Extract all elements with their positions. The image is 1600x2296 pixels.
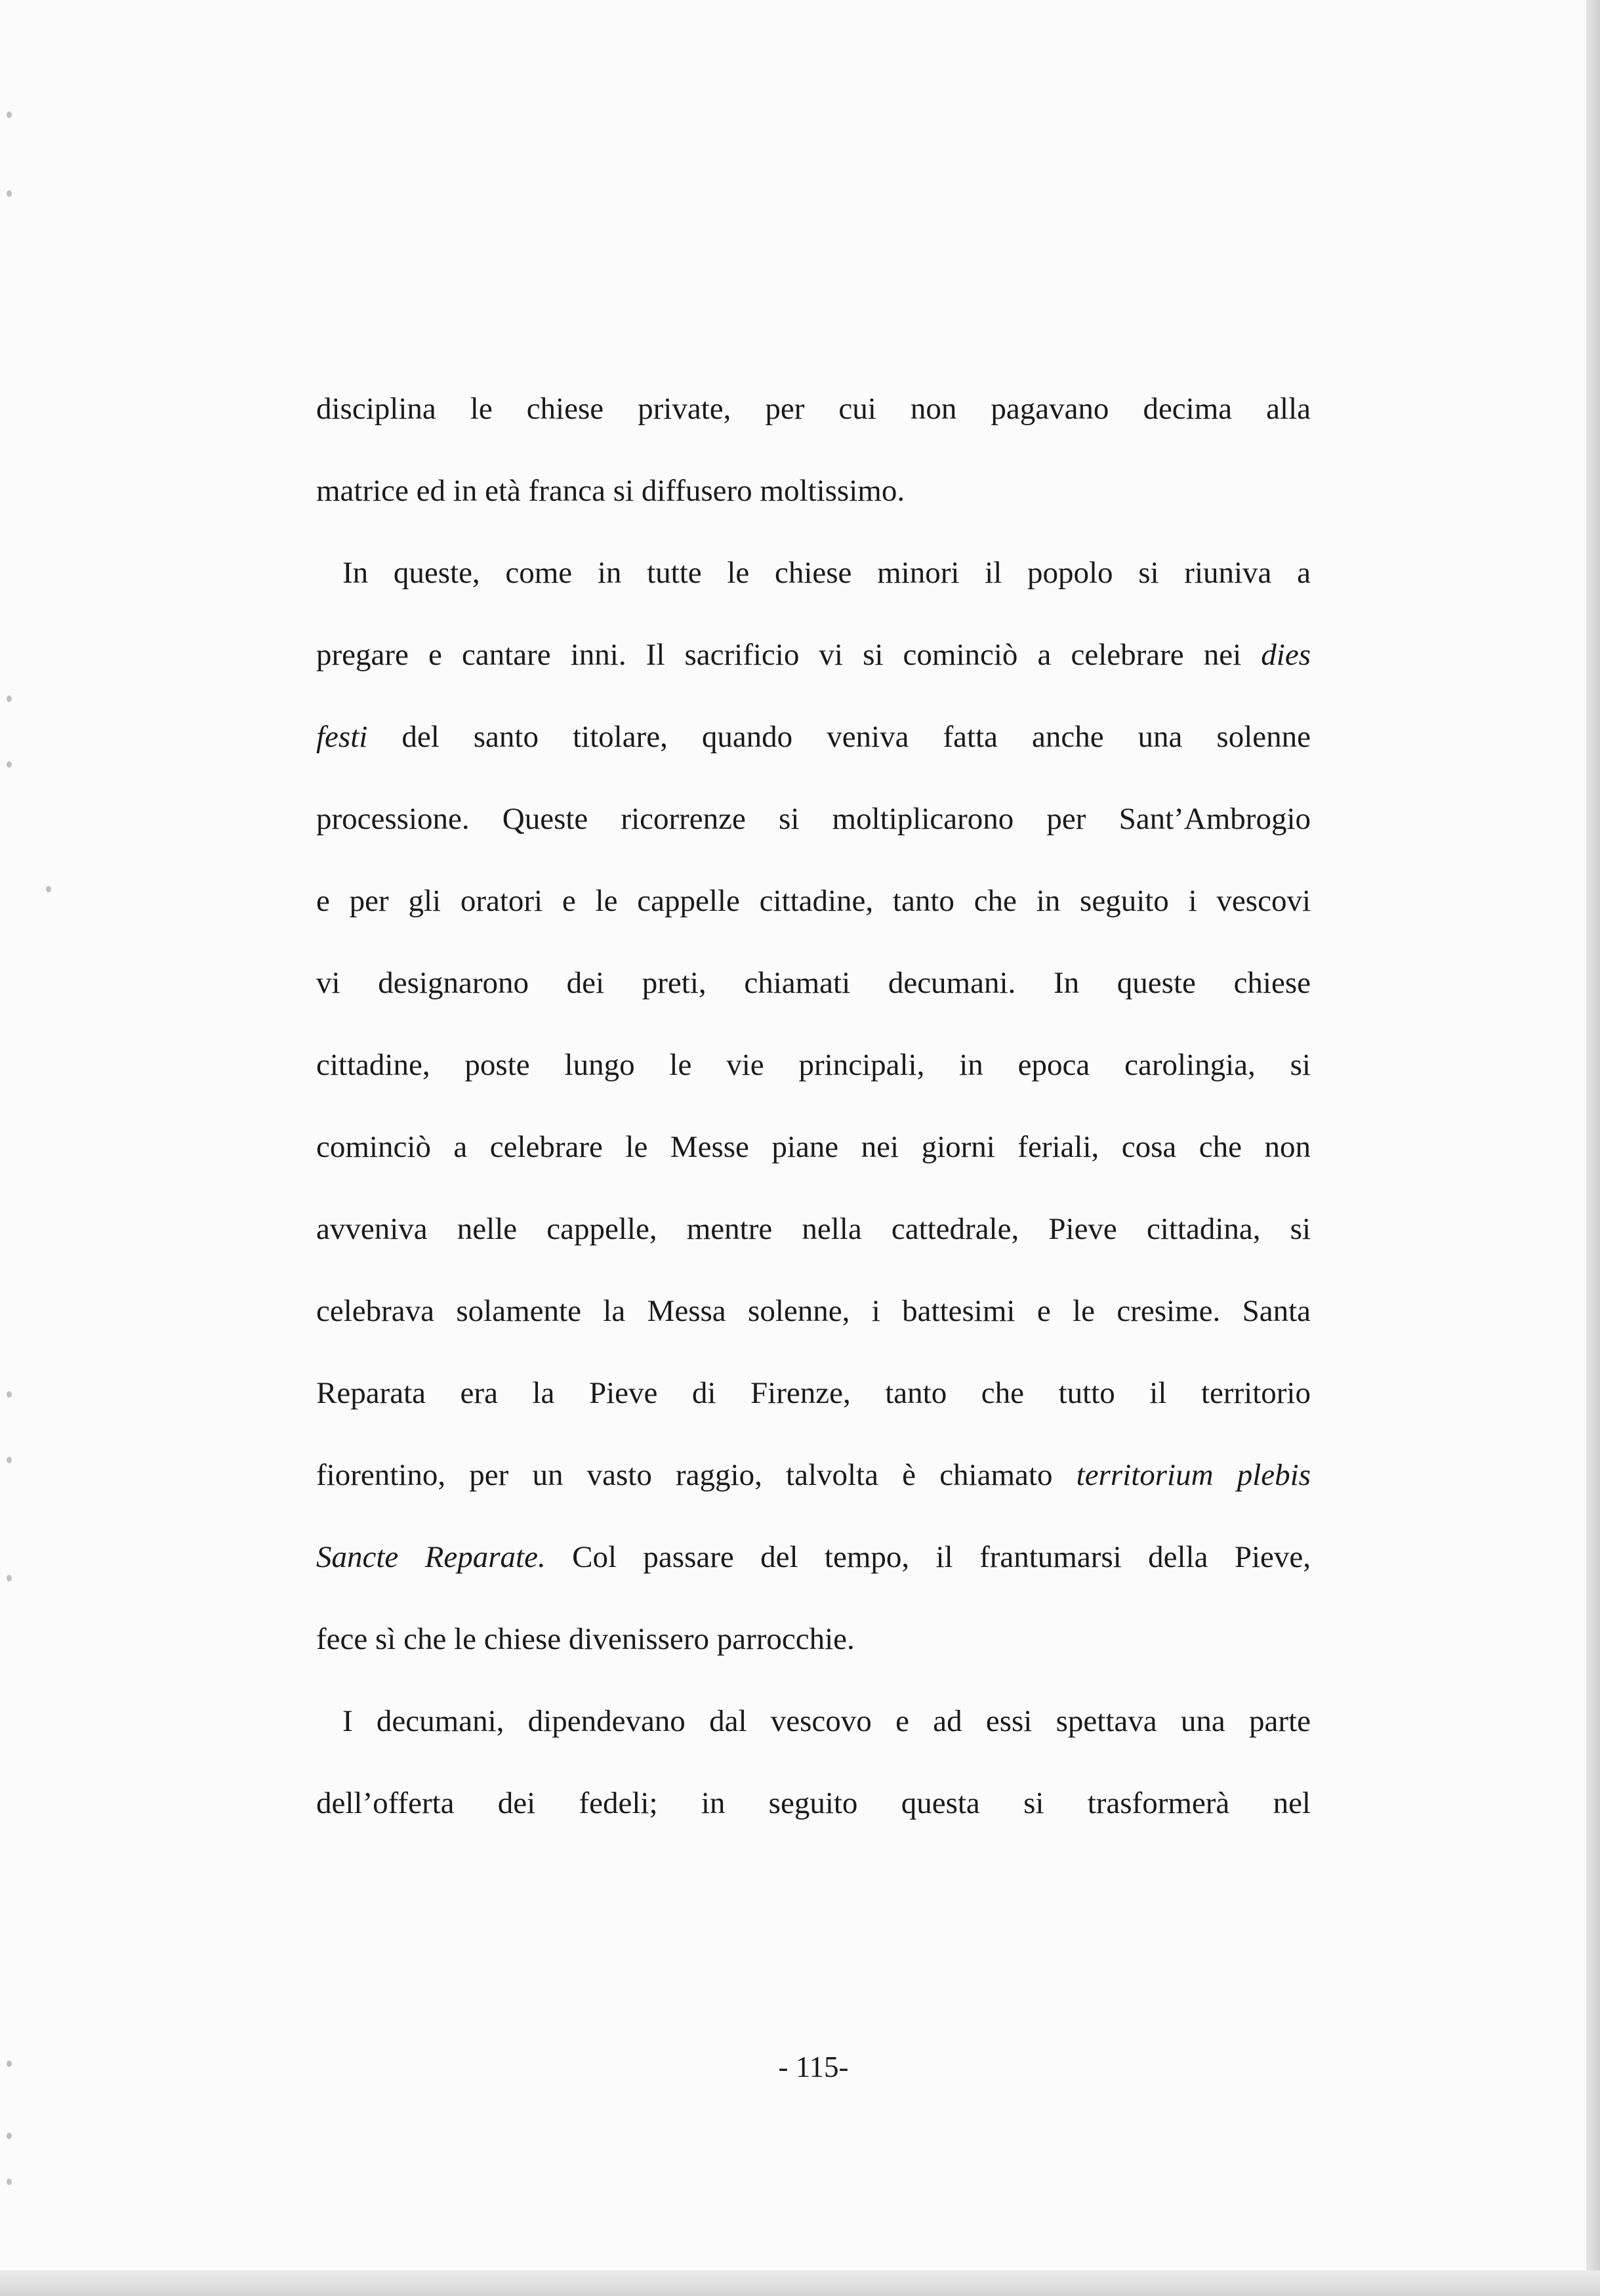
text-span: celebrava solamente la Messa solenne, i battesimi e le cresime. Santa	[316, 1294, 1311, 1328]
binding-hole-mark	[7, 2060, 12, 2067]
binding-hole-mark	[7, 2133, 12, 2139]
text-line	[316, 960, 1311, 1042]
text-line	[316, 1616, 1311, 1698]
page-number: - 115-	[778, 2051, 849, 2083]
paragraph-start-line	[316, 550, 1311, 632]
text-span: I decumani, dipendevano dal vescovo e ad essi spettava una parte	[342, 1704, 1311, 1738]
binding-hole-mark	[7, 112, 12, 118]
text-span: cominciò a celebrare le Messe piane nei giorni feriali, cosa che non	[316, 1130, 1311, 1164]
italic-latin-term: territorium plebis	[1076, 1458, 1311, 1492]
text-span: Col passare del tempo, il frantumarsi della Pieve,	[545, 1540, 1311, 1574]
text-line	[316, 468, 1311, 550]
text-span: cittadine, poste lungo le vie principali, in epoca carolingia, si	[316, 1048, 1311, 1082]
text-span: vi designarono dei preti, chiamati decumani. In queste chiese	[316, 966, 1311, 1000]
text-span: fece sì che le chiese divenissero parrocchie.	[316, 1622, 855, 1656]
text-span: In queste, come in tutte le chiese minori il popolo si riuniva a	[342, 556, 1311, 590]
binding-hole-mark	[46, 886, 51, 892]
text-span: disciplina le chiese private, per cui non pagavano decima alla	[316, 392, 1311, 426]
text-line	[316, 796, 1311, 878]
text-span: dell’offerta dei fedeli; in seguito questa si trasformerà nel	[316, 1786, 1311, 1820]
text-line	[316, 632, 1311, 714]
text-line	[316, 878, 1311, 960]
text-line	[316, 1042, 1311, 1124]
text-line	[316, 1780, 1311, 1862]
italic-latin-term: festi	[316, 720, 368, 754]
paragraph-start-line	[316, 1698, 1311, 1780]
text-span: Reparata era la Pieve di Firenze, tanto che tutto il territorio	[316, 1376, 1311, 1410]
binding-hole-mark	[7, 2179, 12, 2185]
text-line	[316, 1370, 1311, 1452]
text-span: processione. Queste ricorrenze si moltiplicarono per Sant’Ambrogio	[316, 802, 1311, 836]
text-span: avveniva nelle cappelle, mentre nella cattedrale, Pieve cittadina, si	[316, 1212, 1311, 1246]
text-line	[316, 1452, 1311, 1534]
scan-edge-bottom	[0, 2270, 1600, 2296]
text-line	[316, 1288, 1311, 1370]
binding-hole-mark	[7, 1575, 12, 1581]
binding-hole-mark	[7, 761, 12, 768]
text-line	[316, 386, 1311, 468]
text-span: pregare e cantare inni. Il sacrificio vi si cominciò a celebrare nei	[316, 638, 1262, 672]
text-span: fiorentino, per un vasto raggio, talvolta è chiamato	[316, 1458, 1077, 1492]
italic-latin-term: Sancte Reparate.	[316, 1540, 546, 1574]
binding-hole-mark	[7, 1391, 12, 1398]
binding-hole-mark	[7, 696, 12, 702]
text-span: del santo titolare, quando veniva fatta anche una solenne	[367, 720, 1311, 754]
italic-latin-term: dies	[1261, 638, 1311, 672]
binding-hole-mark	[7, 1457, 12, 1463]
text-span: e per gli oratori e le cappelle cittadine, tanto che in seguito i vescovi	[316, 884, 1311, 918]
body-text	[316, 386, 1311, 1862]
scan-edge-right	[1586, 0, 1600, 2296]
text-line	[316, 1206, 1311, 1288]
text-line	[316, 1124, 1311, 1206]
text-line	[316, 1534, 1311, 1616]
binding-hole-mark	[7, 190, 12, 197]
text-span: matrice ed in età franca si diffusero moltissimo.	[316, 474, 905, 508]
text-line	[316, 714, 1311, 796]
